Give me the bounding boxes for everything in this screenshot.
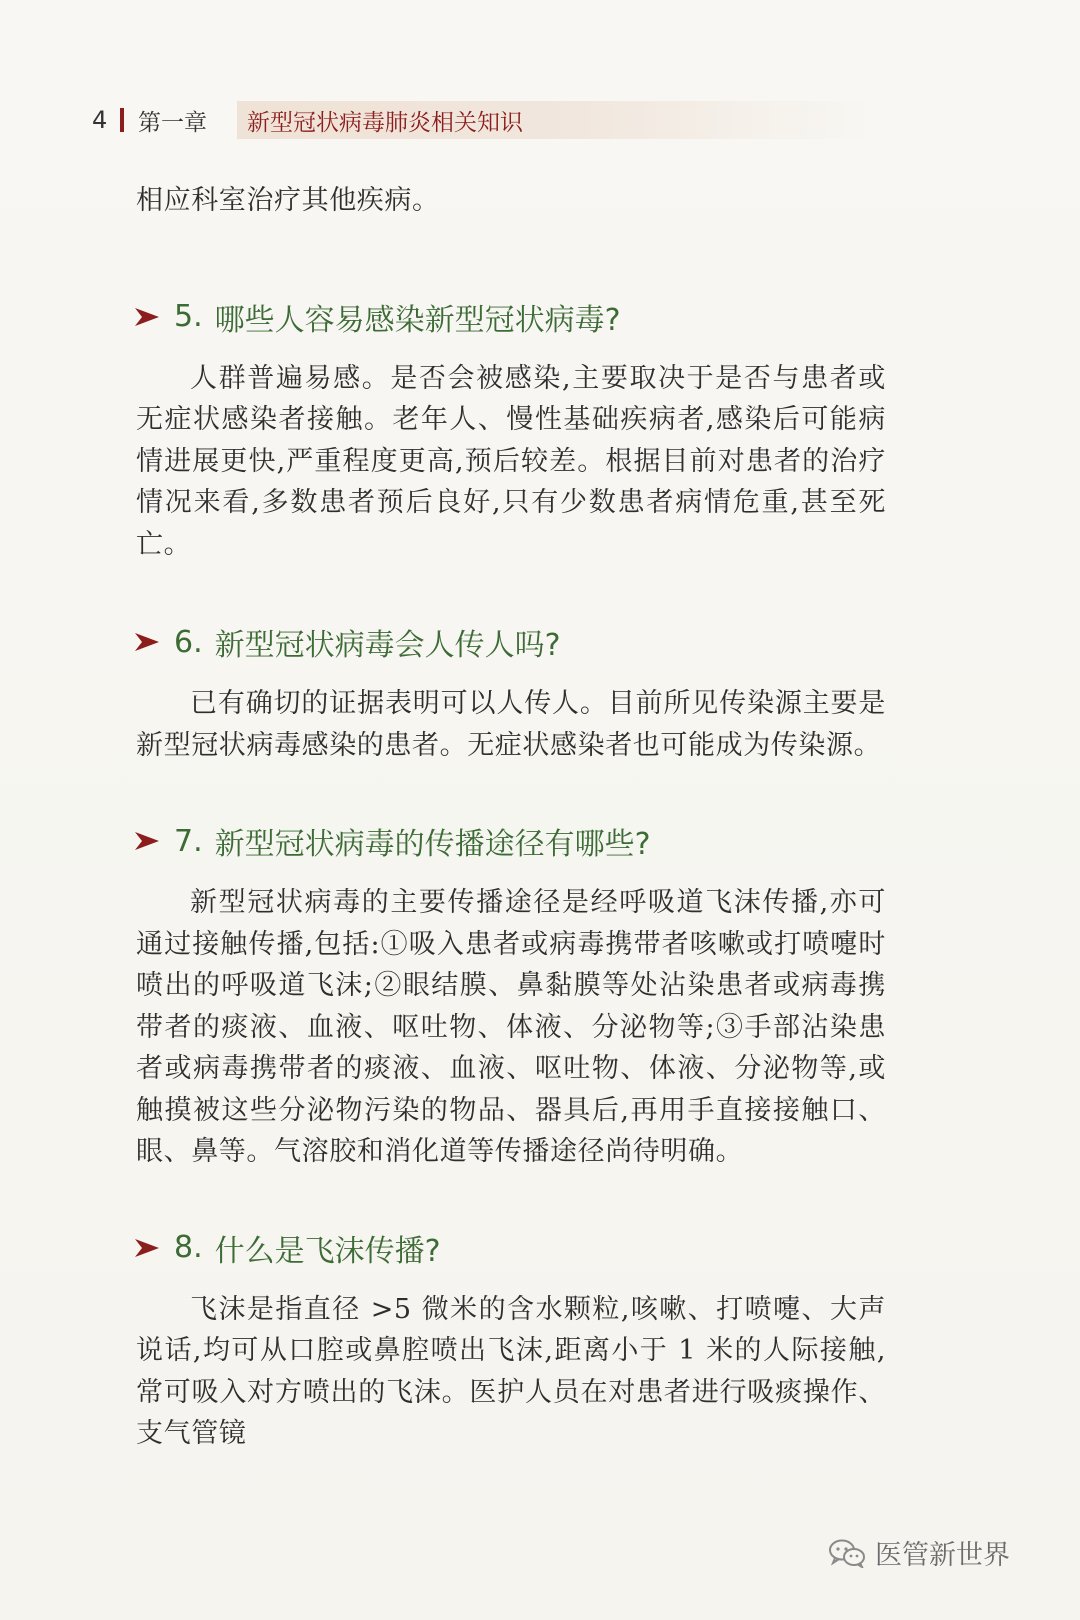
running-header <box>92 100 892 140</box>
question-heading-8 <box>136 1225 886 1271</box>
answer-paragraph-8: 飞沫是指直径 >5 微米的含水颗粒,咳嗽、打喷嚏、大声说话,均可从口腔或鼻腔喷出飞沫,距离小于 1 米的人际接触,常可吸入对方喷出的飞沫。医护人员在对患者进行吸痰操作、支气管镜 <box>136 1293 886 1449</box>
answer-paragraph-5: 人群普遍易感。是否会被感染,主要取决于是否与患者或无症状感染者接触。老年人、慢性基础疾病者,感染后可能病情进展更快,严重程度更高,预后较差。根据目前对患者的治疗情况来看,多数患者预后良好,只有少数患者病情危重,甚至死亡。 <box>136 362 886 560</box>
question-text: 新型冠状病毒的传播途径有哪些? <box>214 827 651 862</box>
question-number: 8. <box>174 1230 203 1265</box>
answer-paragraph-6: 已有确切的证据表明可以人传人。目前所见传染源主要是新型冠状病毒感染的患者。无症状感染者也可能成为传染源。 <box>136 688 886 761</box>
question-heading-6 <box>136 619 886 665</box>
chapter-title-band <box>237 101 867 139</box>
page-content <box>136 180 886 1455</box>
question-heading-5 <box>136 294 886 340</box>
question-number: 5. <box>174 299 203 334</box>
arrow-bullet-icon <box>134 1237 160 1259</box>
arrow-bullet-icon <box>134 631 160 653</box>
question-heading-7 <box>136 818 886 864</box>
chapter-label: 第一章 <box>138 109 207 136</box>
watermark <box>827 1533 1010 1572</box>
intro-continuation: 相应科室治疗其他疾病。 <box>136 185 440 216</box>
page-number: 4 <box>92 106 108 134</box>
answer-paragraph-7: 新型冠状病毒的主要传播途径是经呼吸道飞沫传播,亦可通过接触传播,包括:①吸入患者或病毒携带者咳嗽或打喷嚏时喷出的呼吸道飞沫;②眼结膜、鼻黏膜等处沾染患者或病毒携带者的痰液、血液、呕吐物、体液、分泌物等;③手部沾染患者或病毒携带者的痰液、血液、呕吐物、体液、分泌物等,或触摸被这些分泌物污染的物品、器具后,再用手直接接触口、眼、鼻等。气溶胶和消化道等传播途径尚待明确。 <box>136 887 886 1167</box>
question-number: 6. <box>174 624 203 660</box>
question-text: 什么是飞沫传播? <box>214 1233 441 1269</box>
header-divider <box>120 108 124 132</box>
question-text: 新型冠状病毒会人传人吗? <box>214 628 561 663</box>
question-number: 7. <box>174 823 203 859</box>
wechat-icon <box>827 1538 867 1568</box>
arrow-bullet-icon <box>134 306 160 328</box>
arrow-bullet-icon <box>134 830 160 852</box>
question-text: 哪些人容易感染新型冠状病毒? <box>214 302 621 338</box>
watermark-text: 医管新世界 <box>875 1540 1010 1571</box>
chapter-title: 新型冠状病毒肺炎相关知识 <box>247 109 523 136</box>
